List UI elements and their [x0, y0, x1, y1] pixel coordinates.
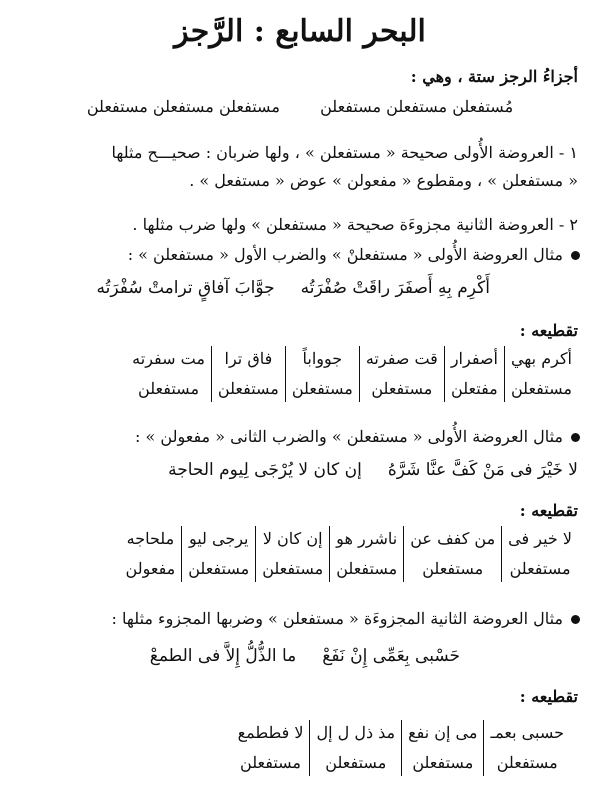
scan-segment: أصفرار — [444, 346, 504, 372]
scan-segment: جوواباً — [285, 346, 359, 372]
scan-foot: مستفعلن — [240, 753, 301, 772]
page-title: البحر السابع : الرَّجز — [174, 14, 426, 49]
scan-segment: قت صفرته — [359, 346, 444, 372]
example3-verse — [150, 644, 460, 668]
example3-verse-first: حَسْبى بِعَمِّى إِنْ نَفَعْ — [322, 646, 460, 666]
scan-foot: مستفعلن — [182, 552, 256, 582]
scan-foot: مستفعلن — [330, 552, 404, 582]
scan-segment: من كفف عن — [404, 526, 502, 552]
scan-segment: لا خير فى — [502, 526, 578, 552]
feet-hemistich-first: مُستفعلن مستفعلن مستفعلن — [320, 97, 514, 116]
scan-segment: أكرم بهي — [504, 346, 578, 372]
scan-segment: حسبى بعمـ — [484, 720, 570, 746]
example1-scan-table — [126, 346, 578, 402]
scan-segment: مت سفرته — [132, 349, 205, 368]
scan-segments-row — [126, 346, 578, 372]
example3-scan-table — [232, 720, 570, 776]
scan-feet-row — [120, 552, 578, 582]
example2-verse-first: لا خَيْرَ فى مَنْ كَفَّ عنَّا شَرَّهُ — [387, 460, 578, 480]
point1-line1: ١ - العروضة الأُولى صحيحة « مستفعلن » ، ولها ضربان : صحيـــح مثلها — [111, 143, 578, 162]
scan-foot: مستفعلن — [359, 372, 444, 402]
scan-foot: مستفعلن — [138, 379, 200, 398]
bullet-icon — [571, 251, 580, 260]
example1-scan-label: تقطيعه : — [519, 321, 578, 340]
scan-feet-row — [126, 372, 578, 402]
bullet-icon — [571, 615, 580, 624]
example3-scan-label: تقطيعه : — [519, 687, 578, 706]
scan-foot: مستفعلن — [285, 372, 359, 402]
point1-line2: « مستفعلن » ، ومقطوع « مفعولن » عوض « مستفعل » . — [189, 171, 578, 190]
example1-verse-first: أَكْرِم بِهِ أَصفَرَ راقَتْ صُفْرَتُه — [300, 278, 490, 298]
example1-heading — [128, 244, 580, 266]
example3-heading-text: مثال العروضة الثانية المجزوءَة « مستفعلن » وضربها المجزوء مثلها : — [111, 609, 563, 628]
example2-verse — [168, 458, 578, 482]
feet-hemistich-second: مستفعلن مستفعلن مستفعلن — [86, 97, 280, 116]
example1-heading-text: مثال العروضة الأُولى « مستفعلنْ » والضرب الأول « مستفعلن » : — [127, 245, 563, 264]
intro-text: أجزاءُ الرجز ستة ، وهي : — [410, 67, 578, 86]
example2-verse-second: إن كان لا يُرْجَى لِيوم الحاجة — [168, 460, 362, 480]
point2-text: ٢ - العروضة الثانية مجزوءَة صحيحة « مستفعلن » ولها ضرب مثلها . — [132, 215, 578, 234]
scan-segment: إن كان لا — [256, 526, 330, 552]
example2-heading-text: مثال العروضة الأُولى « مستفعلن » والضرب الثانى « مفعولن » : — [135, 427, 563, 446]
scan-foot: مفتعلن — [444, 372, 504, 402]
scan-feet-row — [232, 746, 570, 776]
scan-segment: لا فططمع — [237, 723, 304, 742]
scan-segment: ملحاجه — [126, 529, 175, 548]
scan-segment: ناشرر هو — [330, 526, 404, 552]
scan-foot: مستفعلن — [402, 746, 484, 776]
scan-segment: يرجى ليو — [182, 526, 256, 552]
scan-foot: مستفعلن — [404, 552, 502, 582]
example3-heading — [112, 608, 580, 630]
example2-heading — [135, 426, 580, 448]
scan-segment: مى إن نفع — [402, 720, 484, 746]
scan-foot: مستفعلن — [256, 552, 330, 582]
scan-segments-row — [120, 526, 578, 552]
scan-segment: مذ ذل ل إل — [310, 720, 402, 746]
scan-foot: مستفعلن — [502, 552, 578, 582]
example3-verse-second: ما الذُّلُّ إِلاَّ فى الطمعْ — [149, 646, 297, 666]
bullet-icon — [571, 433, 580, 442]
scan-foot: مستفعلن — [484, 746, 570, 776]
example1-verse — [97, 276, 491, 300]
scan-foot: مستفعلن — [211, 372, 285, 402]
scan-foot: مستفعلن — [504, 372, 578, 402]
example1-verse-second: جوَّابَ آفاقٍ ترامتْ سُفْرَتُه — [96, 278, 275, 298]
scan-foot: مستفعلن — [310, 746, 402, 776]
example2-scan-table — [120, 526, 578, 582]
scan-foot: مفعولن — [125, 559, 176, 578]
scan-segments-row — [232, 720, 570, 746]
scan-segment: فاق ترا — [211, 346, 285, 372]
example2-scan-label: تقطيعه : — [519, 501, 578, 520]
feet-line — [0, 96, 600, 118]
